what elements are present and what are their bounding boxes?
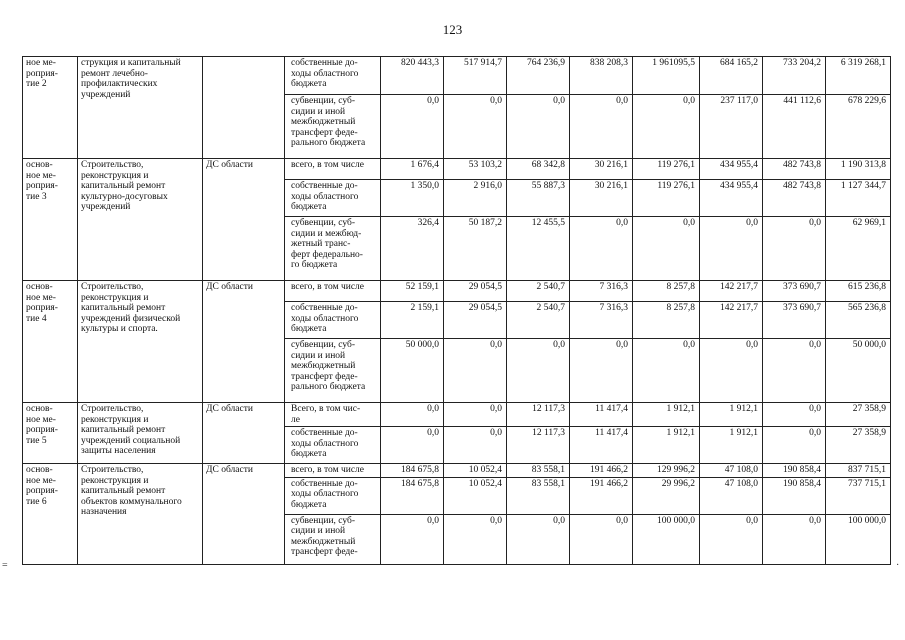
- year-value-cell: 820 443,3: [381, 57, 444, 95]
- year-value-cell: 0,0: [763, 403, 826, 427]
- year-value-cell: 12 117,3: [507, 403, 570, 427]
- year-value-cell: 30 216,1: [570, 159, 633, 180]
- year-value-cell: 1 912,1: [633, 427, 700, 464]
- year-value-cell: 47 108,0: [700, 464, 763, 478]
- year-value-cell: 0,0: [633, 339, 700, 403]
- total-value-cell: 50 000,0: [826, 339, 891, 403]
- year-value-cell: 373 690,7: [763, 302, 826, 339]
- scan-edge-mark-right: ·: [896, 560, 900, 571]
- year-value-cell: 764 236,9: [507, 57, 570, 95]
- year-value-cell: 184 675,8: [381, 477, 444, 514]
- year-value-cell: 0,0: [570, 217, 633, 281]
- year-value-cell: 0,0: [507, 514, 570, 564]
- measure-cell: основ- ное ме- роприя- тие 5: [23, 403, 78, 464]
- year-value-cell: 191 466,2: [570, 477, 633, 514]
- year-value-cell: 55 887,3: [507, 180, 570, 217]
- funding-source-cell: собственные до- ходы областного бюджета: [285, 427, 381, 464]
- year-value-cell: 482 743,8: [763, 159, 826, 180]
- measure-title-cell: Строительство, реконструкция и капитальный ремонт культурно-досуговых учреждений: [78, 159, 203, 281]
- year-value-cell: 29 054,5: [444, 302, 507, 339]
- year-value-cell: 482 743,8: [763, 180, 826, 217]
- year-value-cell: 0,0: [444, 514, 507, 564]
- year-value-cell: 190 858,4: [763, 464, 826, 478]
- year-value-cell: 30 216,1: [570, 180, 633, 217]
- year-value-cell: 7 316,3: [570, 302, 633, 339]
- year-value-cell: 50 187,2: [444, 217, 507, 281]
- executor-cell: ДС области: [203, 403, 285, 464]
- table-row: [23, 57, 891, 95]
- year-value-cell: 1 961095,5: [633, 57, 700, 95]
- year-value-cell: 733 204,2: [763, 57, 826, 95]
- page-number: 123: [442, 22, 463, 37]
- year-value-cell: 373 690,7: [763, 281, 826, 302]
- total-value-cell: 100 000,0: [826, 514, 891, 564]
- year-value-cell: 10 052,4: [444, 477, 507, 514]
- year-value-cell: 1 676,4: [381, 159, 444, 180]
- year-value-cell: 100 000,0: [633, 514, 700, 564]
- year-value-cell: 0,0: [763, 339, 826, 403]
- year-value-cell: 0,0: [570, 514, 633, 564]
- year-value-cell: 0,0: [763, 217, 826, 281]
- measure-title-cell: Строительство, реконструкция и капитальный ремонт учреждений физической культуры и спорта.: [78, 281, 203, 403]
- year-value-cell: 1 912,1: [700, 403, 763, 427]
- year-value-cell: 517 914,7: [444, 57, 507, 95]
- year-value-cell: 0,0: [381, 514, 444, 564]
- year-value-cell: 2 540,7: [507, 281, 570, 302]
- funding-source-cell: собственные до- ходы областного бюджета: [285, 57, 381, 95]
- funding-source-cell: всего, в том числе: [285, 464, 381, 478]
- budget-table: [22, 56, 891, 565]
- year-value-cell: 68 342,8: [507, 159, 570, 180]
- year-value-cell: 0,0: [700, 339, 763, 403]
- table-row: [23, 403, 891, 427]
- year-value-cell: 119 276,1: [633, 159, 700, 180]
- year-value-cell: 11 417,4: [570, 427, 633, 464]
- year-value-cell: 53 103,2: [444, 159, 507, 180]
- year-value-cell: 0,0: [763, 427, 826, 464]
- year-value-cell: 326,4: [381, 217, 444, 281]
- measure-cell: основ- ное ме- роприя- тие 3: [23, 159, 78, 281]
- measure-cell: ное ме- роприя- тие 2: [23, 57, 78, 159]
- total-value-cell: 837 715,1: [826, 464, 891, 478]
- year-value-cell: 142 217,7: [700, 302, 763, 339]
- year-value-cell: 129 996,2: [633, 464, 700, 478]
- year-value-cell: 50 000,0: [381, 339, 444, 403]
- year-value-cell: 0,0: [633, 217, 700, 281]
- year-value-cell: 0,0: [381, 427, 444, 464]
- year-value-cell: 11 417,4: [570, 403, 633, 427]
- executor-cell: [203, 57, 285, 159]
- year-value-cell: 8 257,8: [633, 302, 700, 339]
- executor-cell: ДС области: [203, 464, 285, 565]
- funding-source-cell: Всего, в том чис- ле: [285, 403, 381, 427]
- year-value-cell: 0,0: [444, 339, 507, 403]
- year-value-cell: 184 675,8: [381, 464, 444, 478]
- funding-source-cell: субвенции, суб- сидии и иной межбюджетный трансферт феде- рального бюджета: [285, 95, 381, 159]
- year-value-cell: 0,0: [381, 403, 444, 427]
- funding-source-cell: субвенции, суб- сидии и иной межбюджетный трансферт феде-: [285, 514, 381, 564]
- year-value-cell: 434 955,4: [700, 180, 763, 217]
- year-value-cell: 0,0: [700, 217, 763, 281]
- year-value-cell: 838 208,3: [570, 57, 633, 95]
- measure-cell: основ- ное ме- роприя- тие 4: [23, 281, 78, 403]
- year-value-cell: 142 217,7: [700, 281, 763, 302]
- year-value-cell: 0,0: [444, 403, 507, 427]
- total-value-cell: 27 358,9: [826, 403, 891, 427]
- table-row: [23, 159, 891, 180]
- executor-cell: ДС области: [203, 281, 285, 403]
- year-value-cell: 441 112,6: [763, 95, 826, 159]
- year-value-cell: 434 955,4: [700, 159, 763, 180]
- year-value-cell: 1 912,1: [633, 403, 700, 427]
- executor-cell: ДС области: [203, 159, 285, 281]
- year-value-cell: 0,0: [507, 95, 570, 159]
- year-value-cell: 0,0: [381, 95, 444, 159]
- year-value-cell: 191 466,2: [570, 464, 633, 478]
- funding-source-cell: всего, в том числе: [285, 159, 381, 180]
- measure-cell: основ- ное ме- роприя- тие 6: [23, 464, 78, 565]
- year-value-cell: 0,0: [763, 514, 826, 564]
- year-value-cell: 0,0: [507, 339, 570, 403]
- year-value-cell: 0,0: [444, 427, 507, 464]
- year-value-cell: 119 276,1: [633, 180, 700, 217]
- year-value-cell: 0,0: [444, 95, 507, 159]
- funding-source-cell: собственные до- ходы областного бюджета: [285, 180, 381, 217]
- total-value-cell: 6 319 268,1: [826, 57, 891, 95]
- table-body: [23, 57, 891, 565]
- year-value-cell: 29 996,2: [633, 477, 700, 514]
- year-value-cell: 0,0: [570, 95, 633, 159]
- year-value-cell: 0,0: [633, 95, 700, 159]
- year-value-cell: 52 159,1: [381, 281, 444, 302]
- total-value-cell: 1 127 344,7: [826, 180, 891, 217]
- total-value-cell: 62 969,1: [826, 217, 891, 281]
- total-value-cell: 1 190 313,8: [826, 159, 891, 180]
- scan-edge-mark-left: =: [2, 560, 8, 571]
- year-value-cell: 12 117,3: [507, 427, 570, 464]
- funding-source-cell: всего, в том числе: [285, 281, 381, 302]
- year-value-cell: 190 858,4: [763, 477, 826, 514]
- year-value-cell: 684 165,2: [700, 57, 763, 95]
- measure-title-cell: Строительство, реконструкция и капитальный ремонт объектов коммунального назначения: [78, 464, 203, 565]
- total-value-cell: 27 358,9: [826, 427, 891, 464]
- funding-source-cell: собственные до- ходы областного бюджета: [285, 302, 381, 339]
- table-row: [23, 464, 891, 478]
- year-value-cell: 0,0: [700, 514, 763, 564]
- funding-source-cell: субвенции, суб- сидии и иной межбюджетный трансферт феде- рального бюджета: [285, 339, 381, 403]
- table-row: [23, 281, 891, 302]
- year-value-cell: 83 558,1: [507, 477, 570, 514]
- year-value-cell: 2 159,1: [381, 302, 444, 339]
- total-value-cell: 678 229,6: [826, 95, 891, 159]
- year-value-cell: 47 108,0: [700, 477, 763, 514]
- year-value-cell: 8 257,8: [633, 281, 700, 302]
- funding-source-cell: собственные до- ходы областного бюджета: [285, 477, 381, 514]
- year-value-cell: 7 316,3: [570, 281, 633, 302]
- year-value-cell: 237 117,0: [700, 95, 763, 159]
- year-value-cell: 1 350,0: [381, 180, 444, 217]
- year-value-cell: 29 054,5: [444, 281, 507, 302]
- year-value-cell: 1 912,1: [700, 427, 763, 464]
- measure-title-cell: Строительство, реконструкция и капитальный ремонт учреждений социальной защиты населения: [78, 403, 203, 464]
- year-value-cell: 83 558,1: [507, 464, 570, 478]
- measure-title-cell: струкция и капитальный ремонт лечебно-профилактических учреждений: [78, 57, 203, 159]
- year-value-cell: 2 916,0: [444, 180, 507, 217]
- year-value-cell: 2 540,7: [507, 302, 570, 339]
- total-value-cell: 737 715,1: [826, 477, 891, 514]
- total-value-cell: 615 236,8: [826, 281, 891, 302]
- year-value-cell: 0,0: [570, 339, 633, 403]
- total-value-cell: 565 236,8: [826, 302, 891, 339]
- year-value-cell: 12 455,5: [507, 217, 570, 281]
- year-value-cell: 10 052,4: [444, 464, 507, 478]
- funding-source-cell: субвенции, суб- сидии и межбюд- жетный транс- ферт федерально- го бюджета: [285, 217, 381, 281]
